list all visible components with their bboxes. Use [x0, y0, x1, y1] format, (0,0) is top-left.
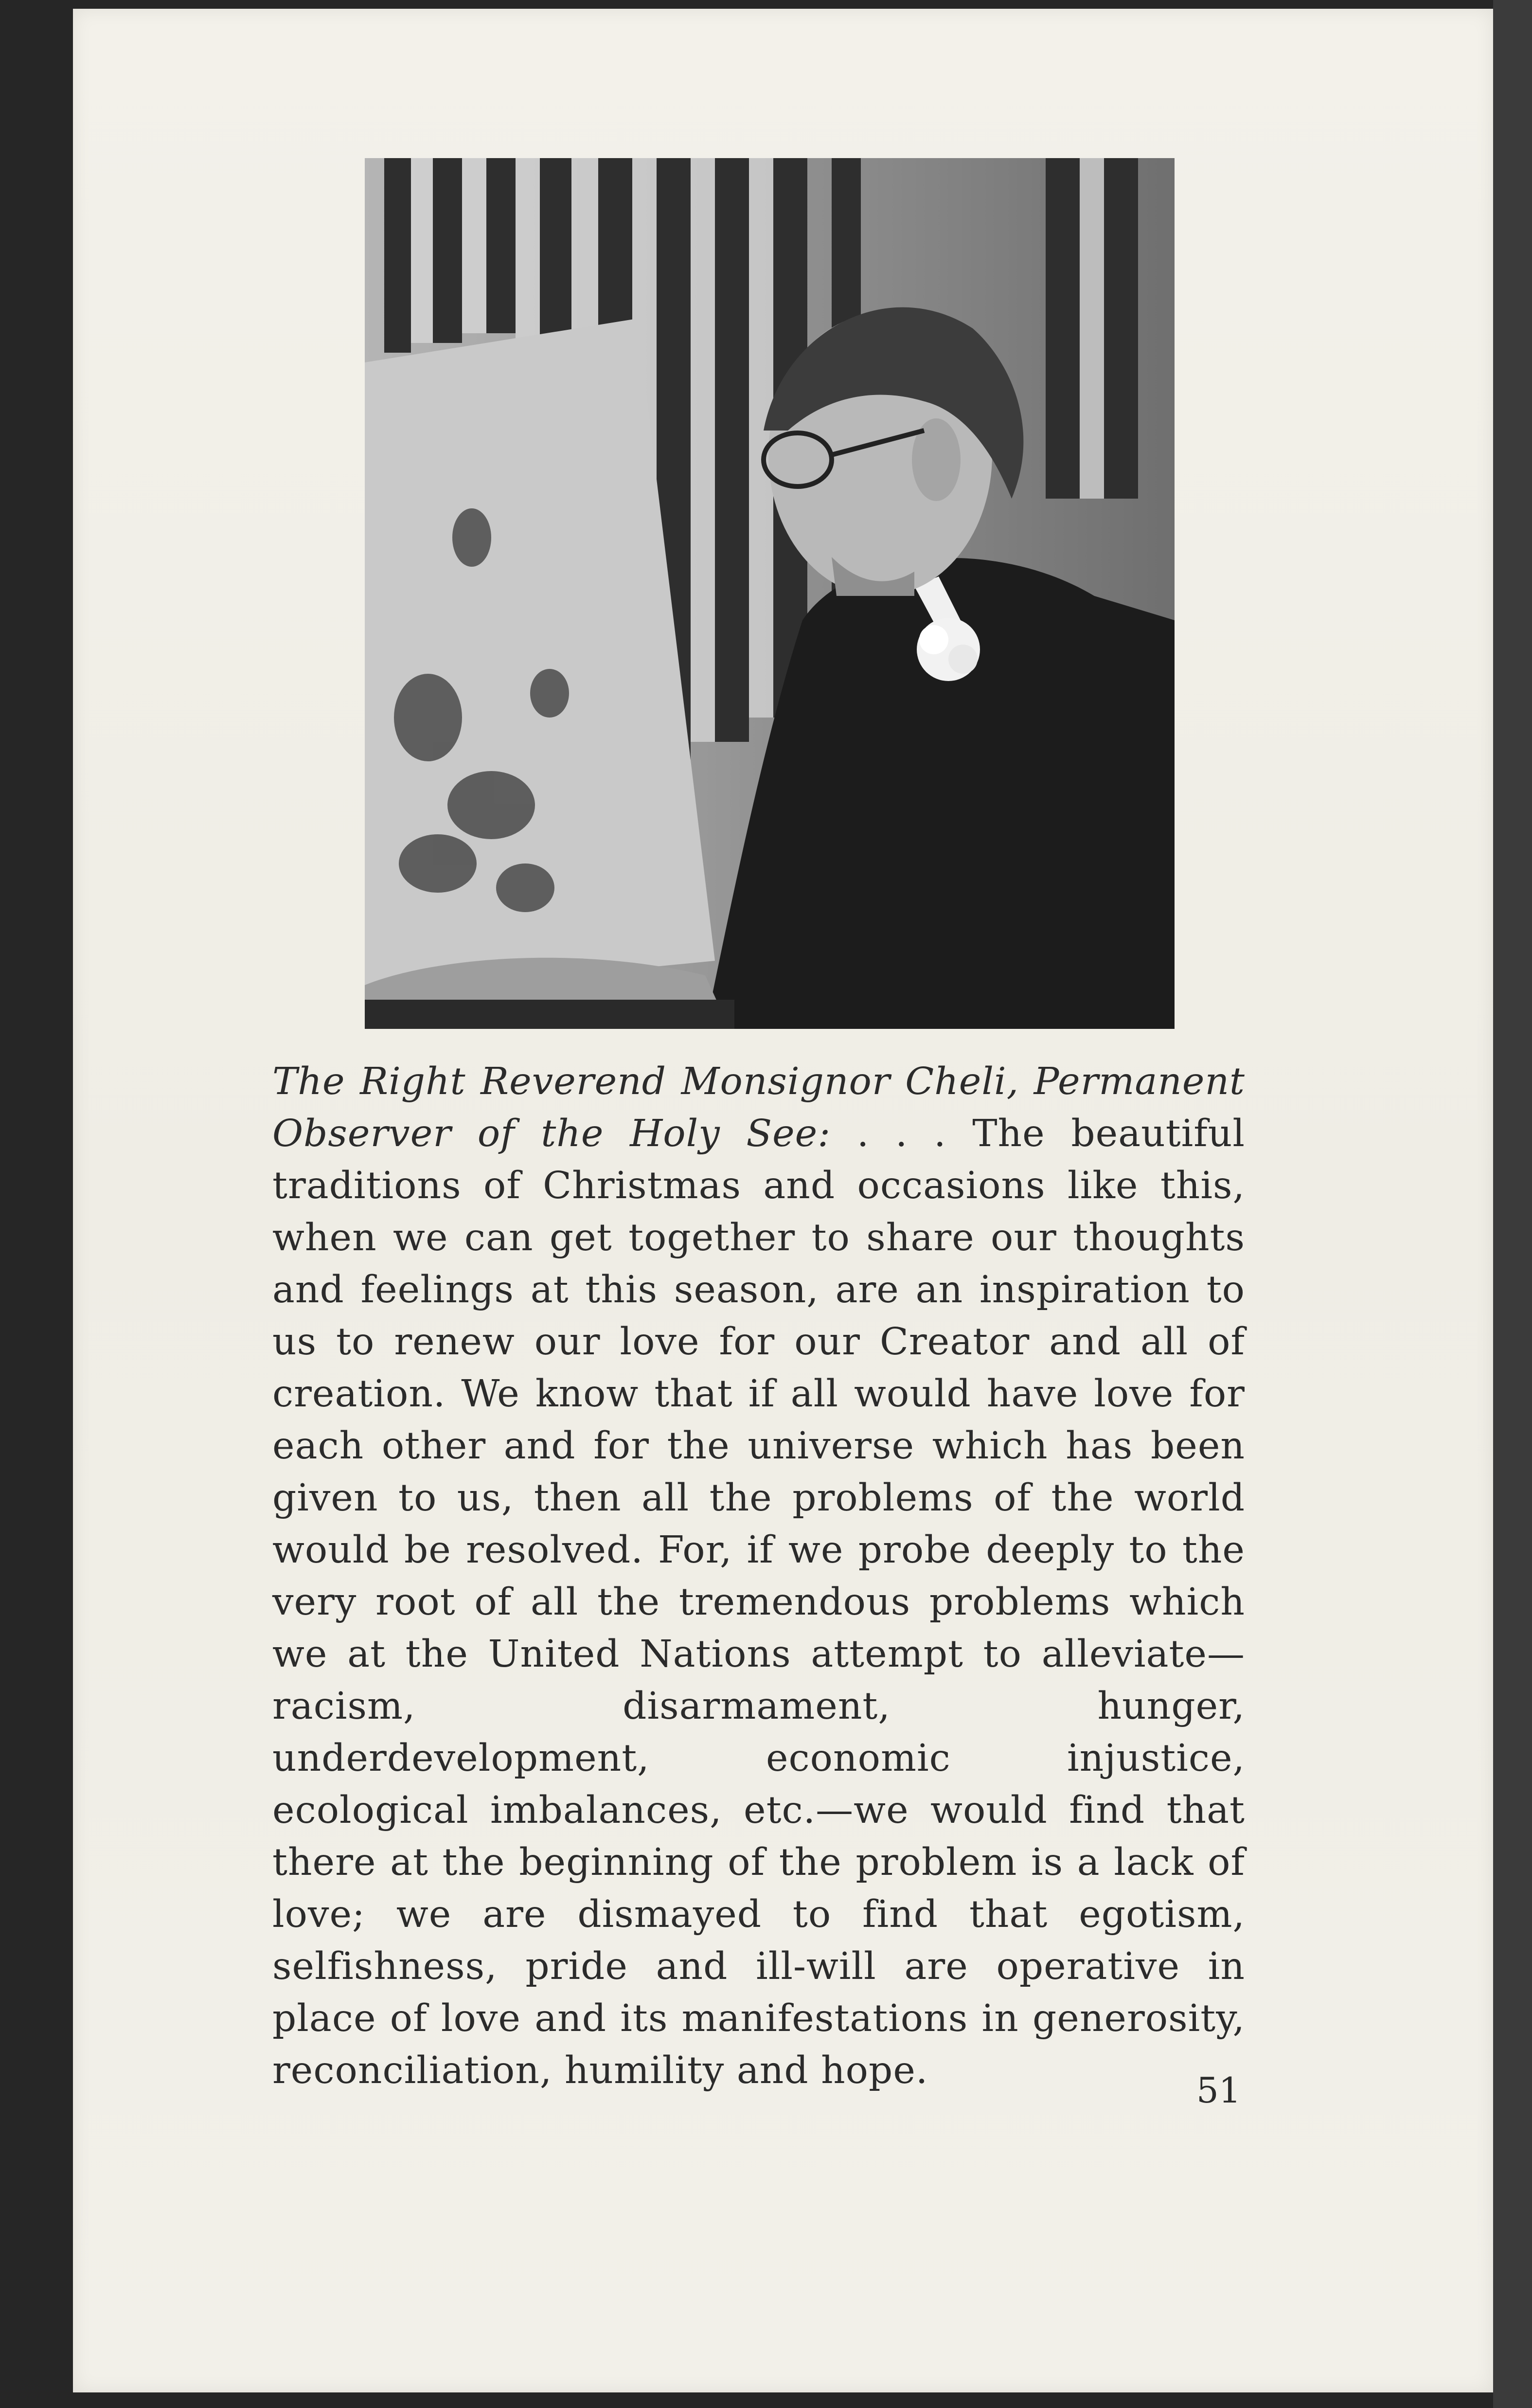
caption-attribution: The Right Reverend Monsignor Cheli, Permanent Observer of the Holy See: — [272, 1060, 1245, 1155]
scan-edge — [1493, 0, 1532, 2408]
caption-ellipsis: . . . — [831, 1112, 973, 1155]
caption-body: The beautiful traditions of Christmas and occasions like this, when we can get together to share our thoughts and feelings at this season, are an inspiration to us to renew our love for our Creator and all of creation. We know that if all would have love for each other and for the universe which has been given to us, then all the problems of the world would be resolved. For, if we probe deeply to the very root of all the tremendous problems which we at the United Nations attempt to alleviate—racism, disarmament, hunger, underdevelopment, economic injustice, ecological imbalances, etc.—we would find that there at the beginning of the problem is a lack of love; we are dismayed to find that egotism, selfishness, pride and ill-will are operative in place of love and its manifestations in generosity, reconciliation, humility and hope. — [272, 1112, 1245, 2092]
portrait-photo — [365, 158, 1175, 1029]
page-number: 51 — [1196, 2070, 1241, 2111]
caption-paragraph — [272, 1056, 1245, 2097]
portrait-photo-icon — [365, 158, 1175, 1029]
